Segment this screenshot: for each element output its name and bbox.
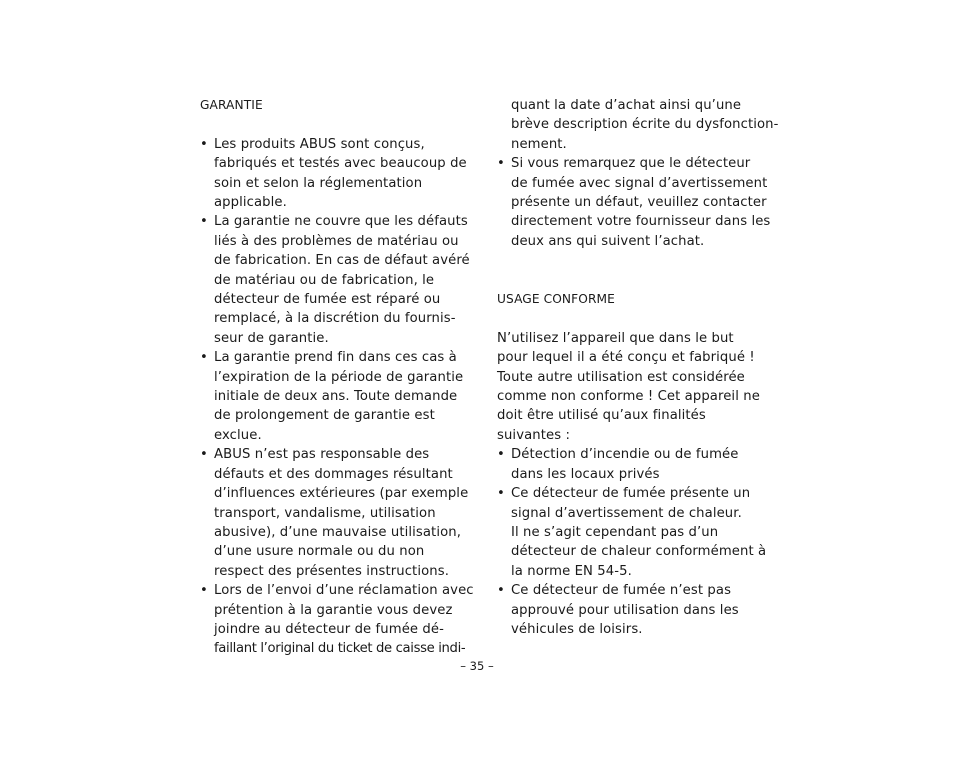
text-line: N’utilisez l’appareil que dans le but: [497, 330, 734, 346]
text-line: la norme EN 54-5.: [511, 563, 632, 579]
text-line: Si vous remarquez que le détecteur: [511, 156, 751, 172]
right-column: [497, 96, 779, 639]
text-line: prétention à la garantie vous devez: [214, 602, 453, 618]
list-item: [200, 348, 464, 445]
text-line: de prolongement de garantie est: [214, 408, 435, 424]
list-item: [497, 484, 767, 581]
text-line: approuvé pour utilisation dans les: [511, 602, 739, 618]
text-line: liés à des problèmes de matériau ou: [214, 233, 459, 249]
text-line: directement votre fournisseur dans les: [511, 214, 771, 230]
text-line: applicable.: [214, 195, 287, 211]
text-line: fabriqués et testés avec beaucoup de: [214, 156, 467, 172]
text-line: abusive), d’une mauvaise utilisation,: [214, 524, 462, 540]
text-line: nement.: [511, 136, 567, 152]
bullet-icon: •: [497, 486, 505, 502]
text-line: exclue.: [214, 427, 262, 443]
text-line: transport, vandalisme, utilisation: [214, 505, 436, 521]
text-line: faillant l’original du ticket de caisse indi-: [214, 641, 466, 657]
text-line: Ce détecteur de fumée n’est pas: [511, 583, 732, 599]
text-line: La garantie prend fin dans ces cas à: [214, 350, 457, 366]
bullet-icon: •: [200, 583, 208, 599]
text-line: La garantie ne couvre que les défauts: [214, 214, 468, 230]
text-line: Il ne s’agit cependant pas d’un: [511, 524, 719, 540]
text-line: remplacé, à la discrétion du fournis-: [214, 311, 456, 327]
text-line: seur de garantie.: [214, 330, 329, 346]
text-line: présente un défaut, veuillez contacter: [511, 195, 767, 211]
text-line: Détection d’incendie ou de fumée: [511, 447, 739, 463]
list-item: [200, 212, 470, 348]
text-line: l’expiration de la période de garantie: [214, 369, 464, 385]
page-number: – 35 –: [460, 659, 494, 673]
text-line: défauts et des dommages résultant: [214, 466, 453, 482]
text-line: Toute autre utilisation est considérée: [497, 369, 745, 385]
text-line: deux ans qui suivent l’achat.: [511, 233, 705, 249]
text-line: brève description écrite du dysfonction-: [511, 117, 779, 133]
bullet-icon: •: [200, 136, 208, 152]
text-line: signal d’avertissement de chaleur.: [511, 505, 742, 521]
text-line: de fumée avec signal d’avertissement: [511, 175, 768, 191]
continued-list-item: [497, 96, 779, 154]
text-line: Les produits ABUS sont conçus,: [214, 136, 425, 152]
bullet-icon: •: [497, 156, 505, 172]
bullet-icon: •: [200, 350, 208, 366]
section-heading-usage: USAGE CONFORME: [497, 292, 615, 307]
text-line: Lors de l’envoi d’une réclamation avec: [214, 583, 474, 599]
bullet-icon: •: [200, 447, 208, 463]
list-item: [497, 581, 759, 639]
text-line: de matériau ou de fabrication, le: [214, 272, 435, 288]
bullet-icon: •: [200, 214, 208, 230]
text-line: doit être utilisé qu’aux finalités: [497, 408, 706, 424]
usage-paragraph: [497, 329, 759, 445]
bullet-icon: •: [497, 447, 505, 463]
list-item: [200, 581, 474, 659]
warranty-bullet-list: [200, 135, 474, 659]
text-line: comme non conforme ! Cet appareil ne: [497, 389, 760, 405]
text-line: ABUS n’est pas responsable des: [214, 447, 430, 463]
left-column: [200, 96, 474, 659]
text-line: pour lequel il a été conçu et fabriqué !: [497, 350, 755, 366]
section-heading-garantie: GARANTIE: [200, 98, 263, 112]
bullet-icon: •: [497, 583, 505, 599]
text-line: suivantes :: [497, 427, 571, 443]
text-line: Ce détecteur de fumée présente un: [511, 486, 751, 502]
text-line: détecteur de fumée est réparé ou: [214, 292, 441, 308]
list-item: [497, 445, 759, 484]
text-line: d’une usure normale ou du non: [214, 544, 425, 560]
text-line: soin et selon la réglementation: [214, 175, 423, 191]
usage-bullet-list: [497, 445, 767, 639]
text-line: initiale de deux ans. Toute demande: [214, 389, 458, 405]
text-line: quant la date d’achat ainsi qu’une: [511, 98, 742, 113]
text-line: d’influences extérieures (par exemple: [214, 486, 469, 502]
list-item: [200, 445, 469, 581]
text-line: respect des présentes instructions.: [214, 563, 449, 579]
text-line: joindre au détecteur de fumée dé-: [214, 621, 444, 637]
text-line: dans les locaux privés: [511, 466, 660, 482]
text-line: de fabrication. En cas de défaut avéré: [214, 253, 470, 269]
list-item: [200, 135, 467, 213]
text-line: détecteur de chaleur conformément à: [511, 544, 767, 560]
text-line: véhicules de loisirs.: [511, 621, 643, 637]
list-item: [497, 154, 771, 251]
